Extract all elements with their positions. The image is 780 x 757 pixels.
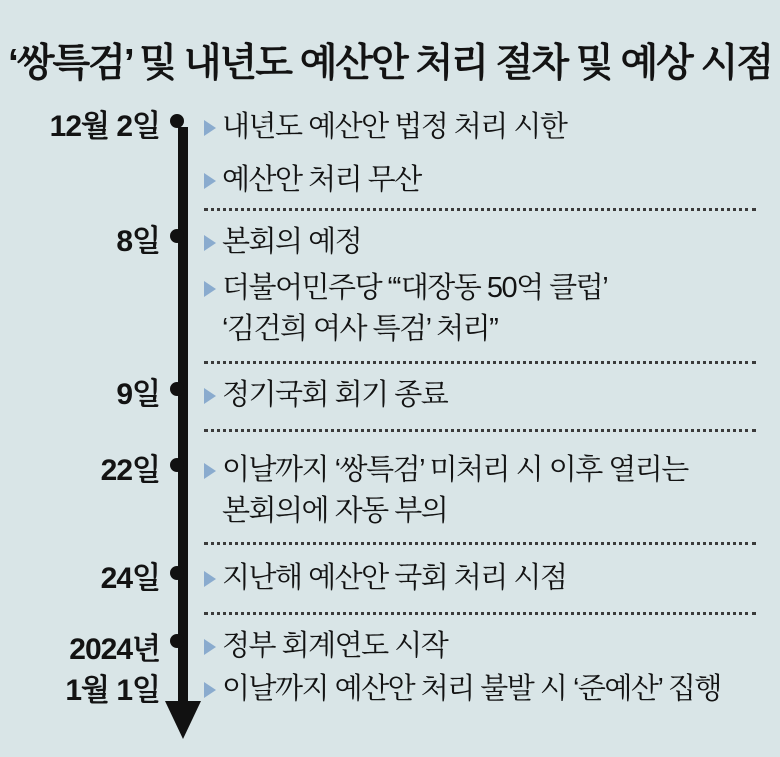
date-label: 24일	[100, 562, 160, 595]
date-label: 1월 1일	[65, 674, 160, 707]
timeline-axis	[178, 127, 188, 705]
timeline-event	[204, 626, 447, 667]
event-text: 정부 회계연도 시작	[222, 630, 448, 662]
timeline-date	[0, 453, 160, 489]
date-label: 8일	[116, 225, 160, 258]
date-label: 22일	[100, 454, 160, 487]
event-text: 이날까지 예산안 처리 불발 시 ‘준예산’ 집행	[222, 673, 721, 705]
dotted-divider	[204, 612, 756, 615]
event-text: 정기국회 회기 종료	[222, 379, 448, 411]
timeline-event	[204, 450, 688, 532]
event-text: 더불어민주당 “‘대장동 50억 클럽’	[222, 272, 608, 304]
timeline-event	[204, 160, 421, 201]
timeline-date	[0, 561, 160, 597]
right-triangle-icon	[204, 173, 216, 189]
timeline-node-icon	[170, 458, 184, 472]
right-triangle-icon	[204, 388, 216, 404]
dotted-divider	[204, 429, 756, 432]
down-arrow-icon	[165, 701, 201, 739]
right-triangle-icon	[204, 235, 216, 251]
timeline-date	[0, 629, 160, 711]
right-triangle-icon	[204, 639, 216, 655]
timeline-date	[0, 224, 160, 260]
timeline-node-icon	[170, 566, 184, 580]
event-text: 이날까지 ‘쌍특검’ 미처리 시 이후 열리는	[222, 454, 688, 486]
event-text: ‘김건희 여사 특검’ 처리”	[222, 313, 498, 345]
timeline-event	[204, 222, 361, 263]
dotted-divider	[204, 542, 756, 545]
timeline-node-icon	[170, 114, 184, 128]
right-triangle-icon	[204, 463, 216, 479]
page-title: ‘쌍특검’ 및 내년도 예산안 처리 절차 및 예상 시점	[7, 42, 772, 85]
date-label: 9일	[116, 378, 160, 411]
timeline-date	[0, 109, 160, 145]
timeline-date	[0, 377, 160, 413]
event-text: 본회의에 자동 부의	[222, 495, 448, 527]
timeline-event	[204, 375, 447, 416]
date-label: 12월 2일	[49, 110, 160, 143]
timeline-node-icon	[170, 382, 184, 396]
date-label: 2024년	[69, 633, 160, 666]
right-triangle-icon	[204, 120, 216, 136]
event-text: 지난해 예산안 국회 처리 시점	[222, 562, 567, 594]
event-text: 본회의 예정	[222, 226, 362, 258]
timeline-event	[204, 558, 566, 599]
timeline-node-icon	[170, 229, 184, 243]
timeline-node-icon	[170, 634, 184, 648]
right-triangle-icon	[204, 281, 216, 297]
dotted-divider	[204, 361, 756, 364]
dotted-divider	[204, 208, 756, 211]
event-text: 예산안 처리 무산	[222, 164, 421, 196]
event-text: 내년도 예산안 법정 처리 시한	[222, 111, 567, 143]
right-triangle-icon	[204, 571, 216, 587]
timeline-event	[204, 669, 721, 710]
timeline-event	[204, 268, 607, 350]
timeline-event	[204, 107, 566, 148]
right-triangle-icon	[204, 682, 216, 698]
